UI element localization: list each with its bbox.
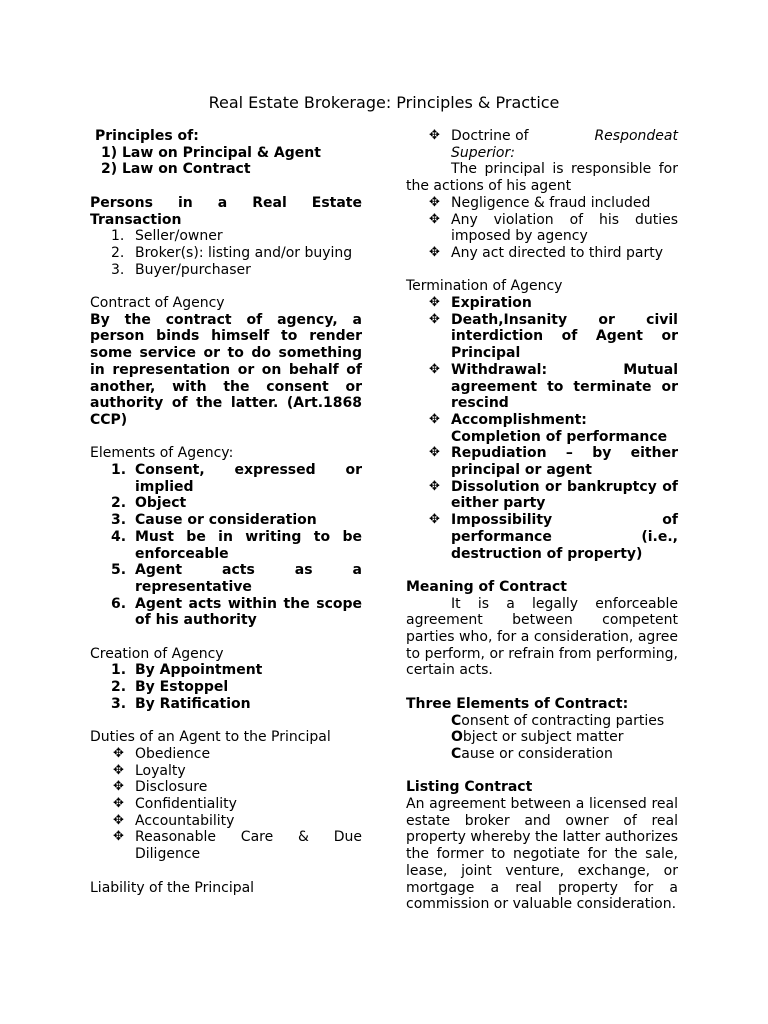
list-item: ✥ Negligence & fraud included — [429, 194, 651, 211]
list-item: 6. Agent acts within the scope of his authority — [111, 595, 362, 629]
list-item: ✥ Death,Insanity or civil interdiction of Agent or Principal — [429, 311, 678, 362]
bullet-icon: ✥ — [429, 295, 440, 311]
bullet-icon: ✥ — [113, 779, 124, 795]
bullet-icon: ✥ — [429, 244, 440, 260]
doctrine-italic: Respondeat — [594, 128, 678, 144]
list-item: ✥ Expiration — [429, 295, 532, 312]
left-column — [90, 128, 362, 896]
persons-list — [90, 228, 362, 278]
list-item: 1. Consent, expressed or implied — [111, 462, 362, 495]
meaning-body: It is a legally enforceable agreement between competent parties who, for a consideration, agree to perform, or refrain from performing, certain acts. — [406, 595, 678, 679]
three-elements-heading: Three Elements of Contract: — [406, 695, 629, 712]
elements-list — [90, 462, 362, 629]
creation-list — [90, 662, 362, 712]
listing-heading: Listing Contract — [406, 779, 533, 796]
list-item: ✥ Impossibility of performance (i.e., destruction of property) — [429, 512, 678, 562]
persons-heading-text: Persons in a Real Estate Transaction — [90, 194, 362, 228]
doctrine-sublist — [406, 195, 678, 262]
three-element-item: Cause or consideration — [451, 745, 613, 762]
bullet-icon: ✥ — [429, 478, 440, 494]
duties-heading: Duties of an Agent to the Principal — [90, 729, 331, 746]
bullet-icon: ✥ — [429, 361, 440, 377]
list-item: ✥ Repudiation – by either principal or agent — [429, 445, 678, 479]
contract-agency-body: By the contract of agency, a person binds himself to render some service or to do something in representation or on behalf of another, with the consent or authority of the latter. (Art.1868 CCP) — [90, 311, 362, 428]
bullet-icon: ✥ — [113, 745, 124, 761]
bullet-icon: ✥ — [429, 128, 440, 143]
list-item: 2. By Estoppel — [111, 679, 229, 696]
right-column — [406, 128, 678, 913]
bullet-icon: ✥ — [429, 512, 440, 528]
doctrine-body: The principal is responsible for the actions of his agent — [406, 161, 678, 195]
bullet-icon: ✥ — [113, 796, 124, 812]
contract-agency-heading: Contract of Agency — [90, 295, 225, 311]
doctrine-prefix: Doctrine of — [451, 128, 529, 144]
list-item: 3. Cause or consideration — [111, 512, 317, 529]
list-item: ✥ Dissolution or bankruptcy of either party — [429, 478, 678, 512]
termination-heading: Termination of Agency — [406, 278, 563, 295]
list-item: ✥ Accountability — [113, 812, 235, 829]
list-item: ✥ Accomplishment: Completion of performance — [429, 411, 668, 445]
document-title: Real Estate Brokerage: Principles & Practice — [208, 93, 560, 112]
bullet-icon: ✥ — [113, 829, 124, 845]
bullet-icon: ✥ — [429, 194, 440, 210]
listing-body: An agreement between a licensed real estate broker and owner of real property whereby the latter authorizes the former to negotiate for the sale, lease, joint venture, exchange, or mortgage a real property for a commission or valuable consideration. — [406, 796, 678, 913]
termination-list — [406, 295, 678, 562]
bullet-icon: ✥ — [113, 812, 124, 828]
list-item: ✥ Any act directed to third party — [429, 244, 663, 261]
three-element-item: Consent of contracting parties — [451, 712, 665, 729]
bullet-icon: ✥ — [429, 445, 440, 461]
list-item: 5. Agent acts as a representative — [111, 562, 362, 595]
meaning-heading: Meaning of Contract — [406, 578, 567, 595]
list-item: ✥ Confidentiality — [113, 796, 237, 813]
list-item: 3. Buyer/purchaser — [111, 261, 251, 278]
bullet-icon: ✥ — [429, 311, 440, 327]
list-item: ✥ Withdrawal: Mutual agreement to terminate or rescind — [429, 361, 678, 412]
doctrine-list — [406, 128, 678, 161]
bullet-icon: ✥ — [429, 211, 440, 227]
list-item: ✥ Loyalty — [113, 762, 186, 779]
list-item: ✥ Disclosure — [113, 779, 208, 796]
list-item: 3. By Ratification — [111, 695, 251, 712]
elements-heading: Elements of Agency: — [90, 445, 234, 462]
list-item: ✥ Obedience — [113, 745, 211, 762]
liability-heading: Liability of the Principal — [90, 879, 255, 896]
doctrine-item: ✥ Doctrine of Respondeat Superior: — [429, 128, 678, 161]
bullet-icon: ✥ — [429, 411, 440, 427]
duties-list — [90, 746, 362, 863]
three-element-item: Object or subject matter — [451, 729, 624, 746]
bullet-icon: ✥ — [113, 762, 124, 778]
persons-heading — [90, 195, 362, 228]
principles-heading: Principles of: — [95, 128, 199, 144]
creation-heading: Creation of Agency — [90, 645, 224, 662]
list-item: 2. Object — [111, 495, 187, 512]
list-item: ✥ Reasonable Care & Due Diligence — [113, 829, 362, 863]
list-item: 1. Seller/owner — [111, 228, 223, 245]
list-item: 1. By Appointment — [111, 662, 263, 679]
list-item: 2. Broker(s): listing and/or buying — [111, 244, 353, 261]
principles-item: 2) Law on Contract — [101, 161, 251, 178]
principles-item: 1) Law on Principal & Agent — [101, 144, 321, 161]
list-item: 4. Must be in writing to be enforceable — [111, 528, 362, 562]
list-item: ✥ Any violation of his duties imposed by agency — [429, 211, 678, 245]
